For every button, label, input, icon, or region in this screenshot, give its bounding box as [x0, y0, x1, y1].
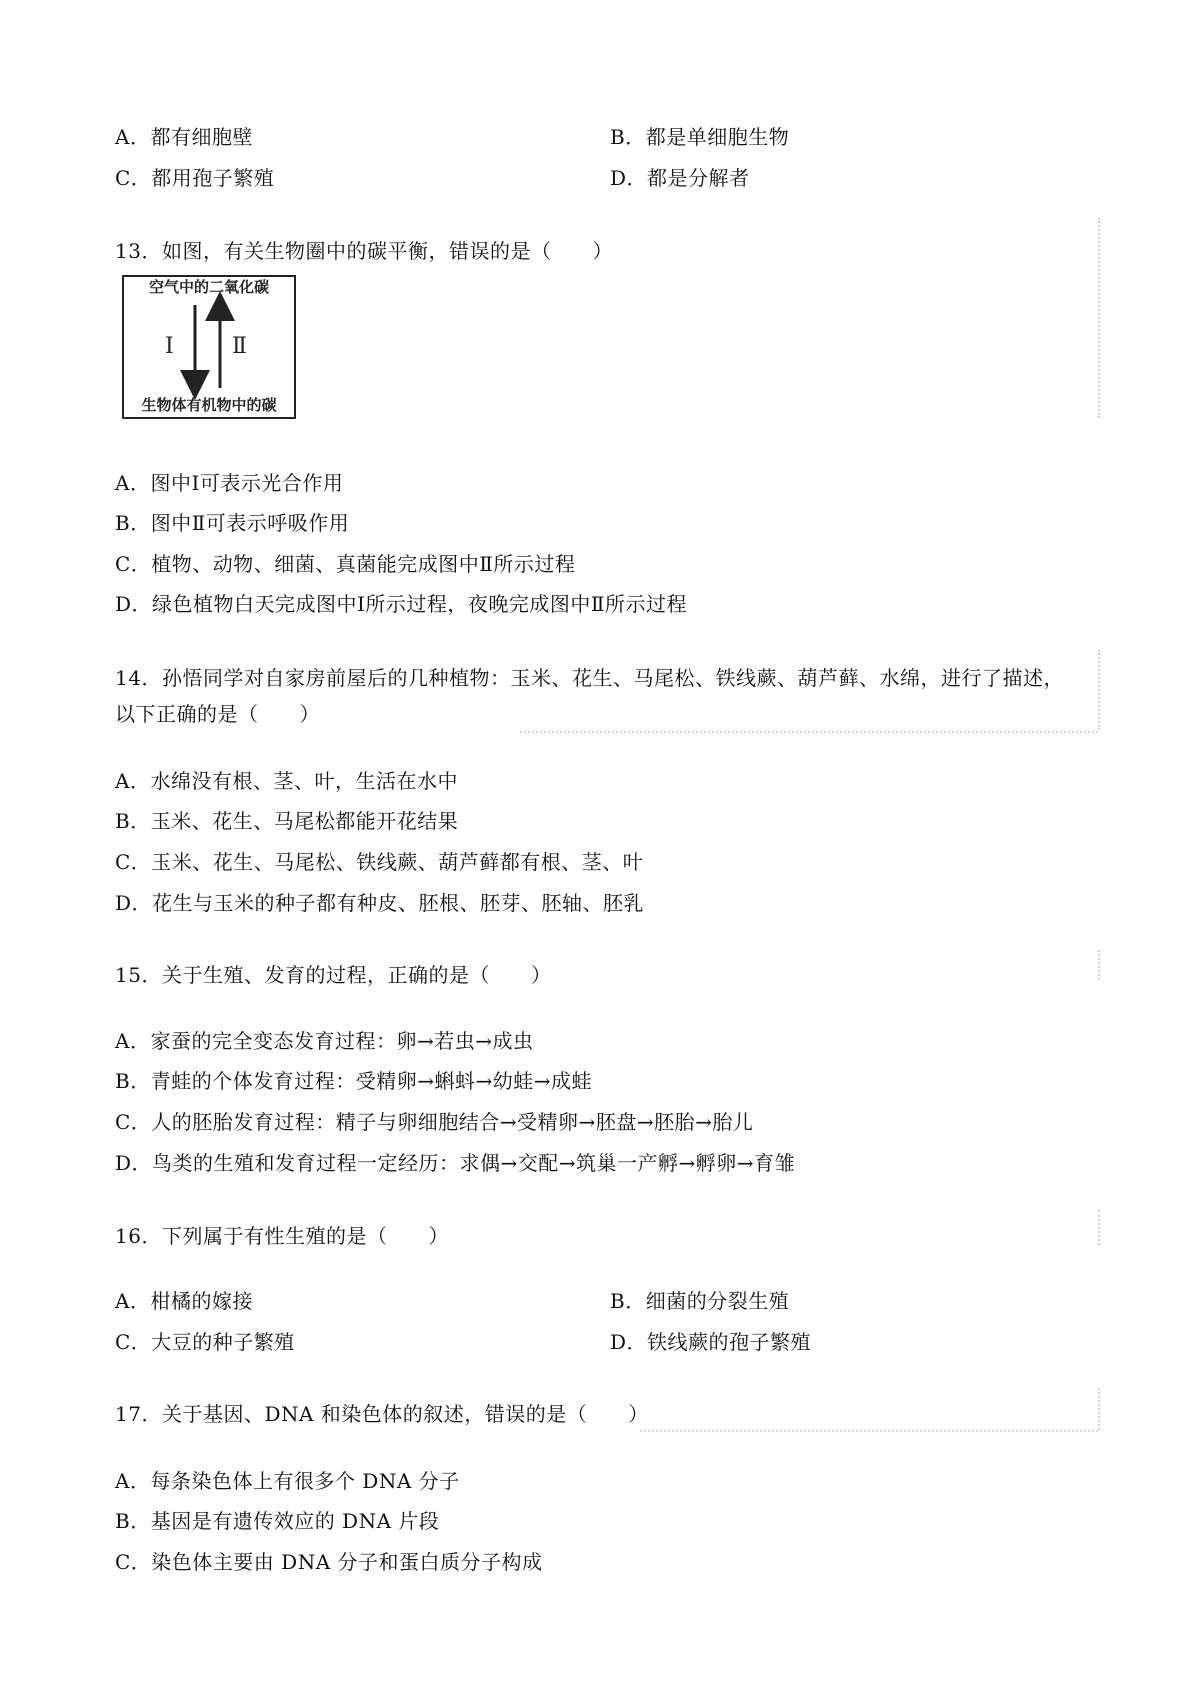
q17-dotted-underline: [640, 1430, 1098, 1432]
q14-option-c: C．玉米、花生、马尾松、铁线蕨、葫芦藓都有根、茎、叶: [115, 850, 644, 874]
q14-dotted-underline: [520, 731, 1098, 733]
q17-option-c: C．染色体主要由 DNA 分子和蛋白质分子构成: [115, 1550, 543, 1574]
figure-label-I: Ⅰ: [165, 334, 174, 359]
q15-dotted-border: [1098, 950, 1100, 980]
q16-option-b: B．细菌的分裂生殖: [610, 1289, 790, 1313]
q15-option-c: C．人的胚胎发育过程：精子与卵细胞结合→受精卵→胚盘→胚胎→胎儿: [115, 1110, 754, 1134]
q17-option-a: A．每条染色体上有很多个 DNA 分子: [115, 1469, 460, 1493]
q13-option-d: D．绿色植物白天完成图中Ⅰ所示过程，夜晚完成图中Ⅱ所示过程: [115, 592, 688, 616]
q14-dotted-border: [1098, 650, 1100, 730]
q15-option-a: A．家蚕的完全变态发育过程：卵→若虫→成虫: [115, 1029, 534, 1053]
q15-stem: 15．关于生殖、发育的过程，正确的是（ ）: [115, 963, 552, 987]
q13-stem: 13．如图，有关生物圈中的碳平衡，错误的是（ ）: [115, 239, 613, 263]
q12-option-d: D．都是分解者: [610, 166, 750, 190]
figure-bottom-label: 生物体有机物中的碳: [141, 396, 277, 414]
q14-stem-line1: 14．孙悟同学对自家房前屋后的几种植物：玉米、花生、马尾松、铁线蕨、葫芦藓、水绵，进行了描述，: [115, 666, 1064, 690]
figure-arrows: [120, 273, 298, 421]
q14-option-a: A．水绵没有根、茎、叶，生活在水中: [115, 769, 458, 793]
q12-option-b: B．都是单细胞生物: [610, 125, 790, 149]
figure-top-label: 空气中的二氧化碳: [148, 278, 269, 296]
q13-option-c: C．植物、动物、细菌、真菌能完成图中Ⅱ所示过程: [115, 552, 576, 576]
q15-option-d: D．鸟类的生殖和发育过程一定经历：求偶→交配→筑巢一产孵→孵卵→育雏: [115, 1151, 796, 1175]
q13-option-a: A．图中Ⅰ可表示光合作用: [115, 471, 344, 495]
q17-dotted-border: [1098, 1388, 1100, 1430]
q13-option-b: B．图中Ⅱ可表示呼吸作用: [115, 511, 350, 535]
q16-option-c: C．大豆的种子繁殖: [115, 1330, 295, 1354]
q16-option-d: D．铁线蕨的孢子繁殖: [610, 1330, 812, 1354]
q12-option-c: C．都用孢子繁殖: [115, 166, 275, 190]
carbon-cycle-figure: [120, 273, 298, 421]
q15-option-b: B．青蛙的个体发育过程：受精卵→蝌蚪→幼蛙→成蛙: [115, 1069, 592, 1093]
figure-label-II: Ⅱ: [232, 334, 247, 359]
q16-dotted-border: [1098, 1210, 1100, 1245]
q14-stem-line2: 以下正确的是（ ）: [115, 702, 320, 726]
q16-stem: 16．下列属于有性生殖的是（ ）: [115, 1224, 449, 1248]
q12-option-a: A．都有细胞壁: [115, 125, 253, 149]
q17-stem: 17．关于基因、DNA 和染色体的叙述，错误的是（ ）: [115, 1402, 649, 1426]
q14-option-b: B．玉米、花生、马尾松都能开花结果: [115, 809, 459, 833]
q17-option-b: B．基因是有遗传效应的 DNA 片段: [115, 1509, 440, 1533]
q16-option-a: A．柑橘的嫁接: [115, 1289, 253, 1313]
q14-option-d: D．花生与玉米的种子都有种皮、胚根、胚芽、胚轴、胚乳: [115, 891, 645, 915]
q13-dotted-border: [1098, 218, 1100, 418]
